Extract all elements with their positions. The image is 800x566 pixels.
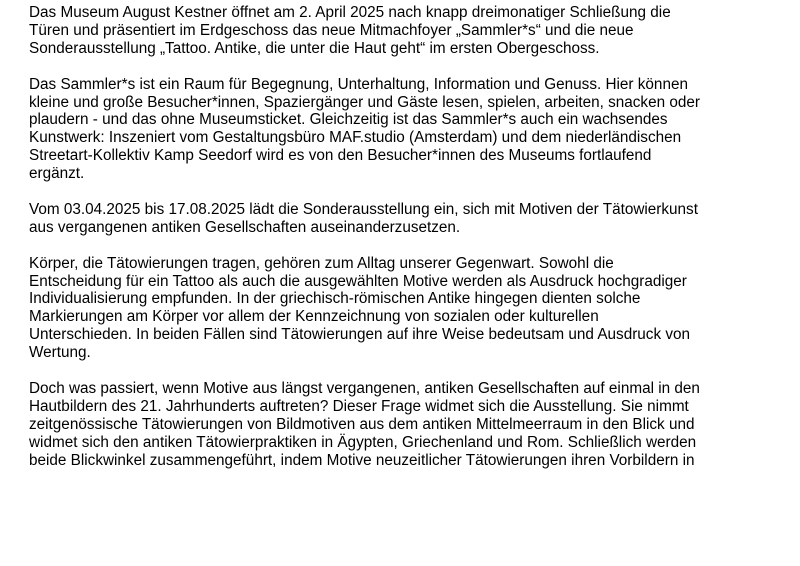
text-line: Markierungen am Körper vor allem der Kennzeichnung von sozialen oder kulturellen (29, 308, 599, 326)
text-line: widmet sich den antiken Tätowierpraktiken in Ägypten, Griechenland und Rom. Schließlich werden (29, 433, 697, 451)
paragraph-exhibition-dates (29, 201, 781, 237)
text-line: zeitgenössische Tätowierungen von Bildmotiven aus dem antiken Mittelmeerraum in den Blick und (29, 415, 695, 433)
text-line: Entscheidung für ein Tattoo als auch die ausgewählten Motive werden als Ausdruck hochgradiger (29, 272, 687, 290)
paragraph-sammlers (29, 76, 781, 183)
text-line: beide Blickwinkel zusammengeführt, indem Motive neuzeitlicher Tätowierungen ihren Vorbildern in (29, 451, 695, 469)
paragraph-opening (29, 4, 781, 58)
text-line: aus vergangenen antiken Gesellschaften auseinanderzusetzen. (29, 218, 461, 236)
paragraph-tattoo-context (29, 255, 781, 362)
text-line: Streetart-Kollektiv Kamp Seedorf wird es von den Besucher*innen des Museums fortlaufend (29, 147, 652, 165)
text-line: kleine und große Besucher*innen, Spaziergänger und Gäste lesen, spielen, arbeiten, snacken oder (29, 93, 700, 111)
document-body (29, 4, 781, 487)
text-line: Hautbildern des 21. Jahrhunderts auftreten? Dieser Frage widmet sich die Ausstellung. Sie nimmt (29, 397, 689, 415)
text-line: Das Sammler*s ist ein Raum für Begegnung, Unterhaltung, Information und Genuss. Hier können (29, 75, 688, 93)
text-line: Kunstwerk: Inszeniert vom Gestaltungsbüro MAF.studio (Amsterdam) und dem niederländischen (29, 129, 682, 147)
text-line: Körper, die Tätowierungen tragen, gehören zum Alltag unserer Gegenwart. Sowohl die (29, 254, 614, 272)
paragraph-exhibition-question (29, 380, 781, 470)
text-line: Doch was passiert, wenn Motive aus längst vergangenen, antiken Gesellschaften auf einmal in den (29, 379, 700, 397)
text-line: ergänzt. (29, 165, 85, 183)
text-line: Vom 03.04.2025 bis 17.08.2025 lädt die Sonderausstellung ein, sich mit Motiven der Tätowierkunst (29, 200, 698, 218)
text-line: Sonderausstellung „Tattoo. Antike, die unter die Haut geht“ im ersten Obergeschoss. (29, 39, 600, 57)
text-line: Wertung. (29, 344, 91, 362)
text-line: Das Museum August Kestner öffnet am 2. April 2025 nach knapp dreimonatiger Schließung die (29, 4, 671, 21)
text-line: Türen und präsentiert im Erdgeschoss das neue Mitmachfoyer „Sammler*s“ und die neue (29, 21, 634, 39)
text-line: Individualisierung empfunden. In der griechisch-römischen Antike hingegen dienten solche (29, 290, 641, 308)
text-line: plaudern - und das ohne Museumsticket. Gleichzeitig ist das Sammler*s auch ein wachsendes (29, 111, 668, 129)
text-line: Unterschieden. In beiden Fällen sind Tätowierungen auf ihre Weise bedeutsam und Ausdruck von (29, 326, 691, 344)
